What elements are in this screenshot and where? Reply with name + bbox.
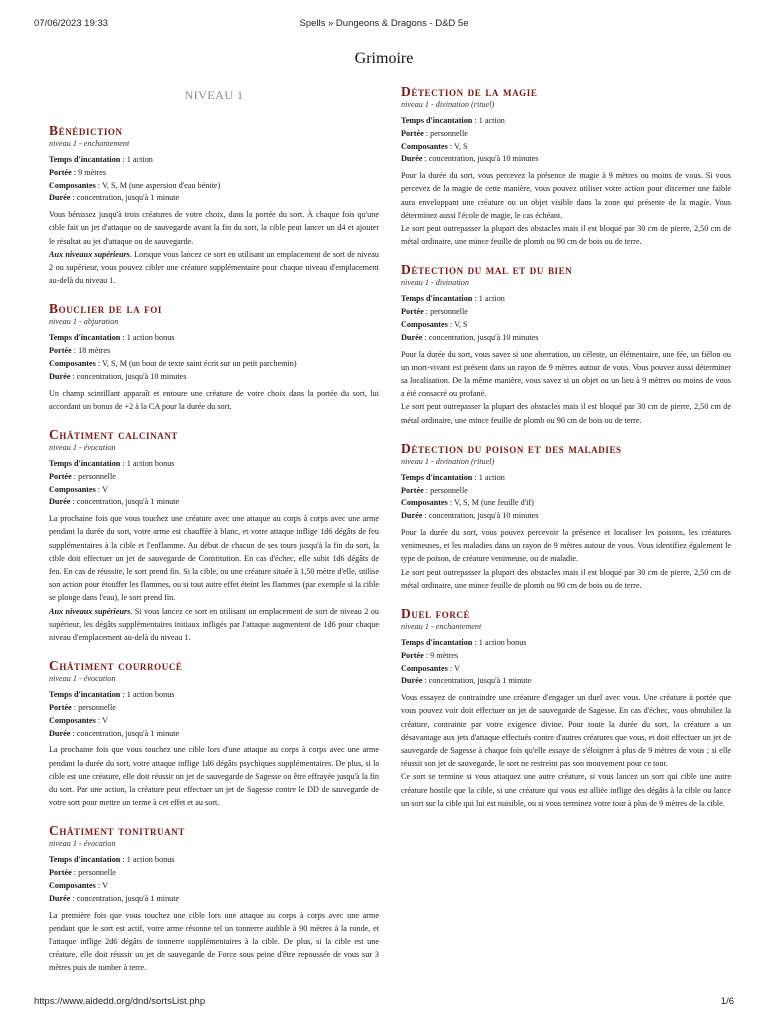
spell-name: Bouclier de la foi — [49, 301, 162, 317]
stat-label-casting-time: Temps d'incantation — [49, 690, 121, 700]
higher-levels-label: Aux niveaux supérieurs — [49, 249, 130, 259]
spell-name: Châtiment courroucé — [49, 658, 183, 674]
spell-list-left — [49, 123, 379, 975]
stat-casting-time: Temps d'incantation : 1 action bonus — [49, 459, 175, 468]
stat-label-duration: Durée — [401, 676, 423, 686]
stat-duration: Durée : concentration, jusqu'à 10 minutes — [401, 511, 539, 521]
description-paragraph: Un champ scintillant apparaît et entoure une créature de votre choix dans la portée du sort, lui accordant un bonus de +2 à la CA pour la durée du sort. — [49, 388, 379, 411]
right-column — [401, 84, 731, 824]
stat-label-range: Portée — [401, 307, 424, 317]
stat-value-range: personnelle — [78, 703, 116, 713]
stat-value-components: V, S, M (une feuille d'if) — [454, 498, 534, 508]
spell-entry — [401, 441, 731, 592]
description-paragraph: Pour la durée du sort, vous pouvez percevoir la présence et localiser les poisons, les créatures venimeuses, et les maladies dans un rayon de 9 mètres autour de vous. Vous identifiez également le type de poison, de créature venimeuse, ou de maladie. — [401, 528, 731, 564]
higher-levels-text: . Lorsque vous lancez ce sort en utilisant un emplacement de sort de niveau 2 ou supérieur, vous pouvez cibler une créature supplémentaire pour chaque niveau d'emplacement au-delà du niveau 1. — [49, 249, 379, 286]
stat-components: Composantes : V — [401, 663, 461, 673]
stat-label-components: Composantes — [401, 498, 448, 508]
stat-value-range: 18 mètres — [78, 346, 111, 356]
stat-value-casting-time: 1 action bonus — [126, 690, 175, 700]
stat-value-components: V — [102, 881, 109, 891]
stat-casting-time: Temps d'incantation : 1 action bonus — [49, 690, 175, 700]
stat-range: Portée : personnelle — [401, 128, 468, 138]
stat-casting-time: Temps d'incantation : 1 action — [401, 294, 505, 304]
spell-name: Détection du mal et du bien — [401, 262, 573, 278]
stat-label-components: Composantes — [49, 359, 96, 368]
stat-label-components: Composantes — [49, 180, 96, 190]
spell-level-school: niveau 1 - abjuration — [49, 317, 119, 327]
stat-label-components: Composantes — [401, 320, 448, 329]
spell-entry — [49, 301, 379, 413]
stat-range: Portée : personnelle — [401, 485, 468, 495]
stat-components: Composantes : V, S — [401, 320, 468, 329]
description-paragraph: Pour la durée du sort, vous percevez la présence de magie à 9 mètres ou moins de vous. Si vous percevez de la magie de cette manière, vous pouvez utiliser votre action pour discerner une faible aura enveloppant une créature ou un objet visible dans la zone qui présente de la magie. Vous déterminez aussi l'école de magie, le cas échéant. — [401, 171, 731, 220]
stat-range: Portée : personnelle — [401, 307, 468, 317]
print-header — [34, 18, 734, 32]
spell-list-right — [401, 84, 731, 810]
stat-label-duration: Durée — [401, 332, 423, 342]
stat-value-casting-time: 1 action bonus — [126, 459, 175, 468]
stat-casting-time: Temps d'incantation : 1 action — [401, 472, 505, 482]
stat-components: Composantes : V — [49, 715, 109, 725]
stat-duration: Durée : concentration, jusqu'à 1 minute — [49, 193, 180, 203]
stat-label-range: Portée — [49, 346, 72, 356]
spell-description — [401, 691, 731, 810]
stat-duration: Durée : concentration, jusqu'à 10 minutes — [49, 371, 187, 381]
stat-value-range: 9 mètres — [78, 167, 107, 177]
description-paragraph: Vous bénissez jusqu'à trois créatures de votre choix, dans la portée du sort. À chaque fois qu'une cible fait un jet d'attaque ou de sauvegarde avant la fin du sort, la cible peut lancer un d4 et ajouter le résultat au jet d'attaque ou de sauvegarde. — [49, 210, 379, 246]
description-paragraph: Le sort peut outrepasser la plupart des obstacles mais il est bloqué par 30 cm de pierre, 2,50 cm de métal ordinaire, une mince feuille de plomb ou 90 cm de bois ou de terre. — [401, 567, 731, 590]
stat-duration: Durée : concentration, jusqu'à 1 minute — [49, 893, 180, 903]
description-paragraph: La prochaine fois que vous touchez une créature avec une attaque au corps à corps avec une arme pendant la durée du sort, votre arme est chauffée à blanc, et votre attaque inflige 1d6 dégâts de feu supplémentaires à la cible et l'enflamme. Au début de chacun de ses tours jusqu'à la fin du sort, la cible doit effectuer un jet de sauvegarde de Constitution. En cas d'échec, elle subit 1d6 dégâts de feu. En cas de réussite, le sort prend fin. Si la cible, ou une créature située à 1,50 mètre d'elle, utilise son action pour étouffer les flammes, ou si tout autre effet éteint les flammes (par exemple si la cible se plonge dans l'eau), le sort prend fin. — [49, 514, 379, 603]
description-paragraph: Vous essayez de contraindre une créature d'engager un duel avec vous. Une créature à portée que vous pouvez voir doit effectuer un jet de sauvegarde de Sagesse. En cas d'échec, vous obnubilez la créature, contrainte par votre exigence divine. Pour toute la durée du sort, la créature a un désavantage aux jets d'attaque effectués contre d'autres créatures que vous, et doit effectuer un jet de sauvegarde de Sagesse à chaque fois qu'elle essaye de s'éloigner à plus de 9 mètres de vous ; si elle réussit son jet de sauvegarde, le sort ne restreint pas son mouvement pour ce tour. — [401, 693, 731, 769]
spell-description — [401, 348, 731, 427]
stat-value-casting-time: 1 action — [478, 472, 505, 482]
stat-value-range: personnelle — [78, 868, 116, 878]
higher-levels-text: . Si vous lancez ce sort en utilisant un emplacement de sort de niveau 2 ou supérieur, les dégâts supplémentaires initiaux infligés par l'attaque augmentent de 1d6 pour chaque niveau d'emplacement au-delà du niveau 1. — [49, 606, 379, 643]
stat-label-components: Composantes — [49, 881, 96, 891]
stat-label-components: Composantes — [49, 715, 96, 725]
stat-label-range: Portée — [401, 128, 424, 138]
stat-value-components: V, S — [454, 320, 468, 329]
stat-range: Portée : personnelle — [49, 471, 116, 481]
spell-entry — [49, 427, 379, 644]
stat-label-duration: Durée — [401, 511, 423, 521]
stat-label-range: Portée — [49, 167, 72, 177]
stat-casting-time: Temps d'incantation : 1 action — [49, 155, 153, 164]
stat-components: Composantes : V — [49, 881, 109, 891]
stat-value-range: personnelle — [78, 471, 116, 481]
stat-value-components: V, S, M (un bout de texte saint écrit sur un petit parchemin) — [102, 359, 297, 368]
stat-components: Composantes : V, S, M (une feuille d'if) — [401, 498, 534, 508]
stat-label-duration: Durée — [49, 193, 71, 203]
stat-label-duration: Durée — [49, 893, 71, 903]
stat-value-duration: concentration, jusqu'à 1 minute — [76, 728, 180, 738]
stat-label-casting-time: Temps d'incantation — [49, 459, 121, 468]
level-heading: NIVEAU 1 — [184, 88, 244, 102]
spell-name: Duel forcé — [401, 606, 471, 622]
stat-label-casting-time: Temps d'incantation — [401, 294, 473, 304]
description-paragraph: La prochaine fois que vous touchez une cible lors d'une attaque au corps à corps avec une arme pendant la durée du sort, votre attaque inflige 1d6 dégâts psychiques supplémentaires. De plus, si la cible est une créature, elle doit réussir un jet de sauvegarde de Sagesse ou être effrayée jusqu'à la fin du sort. Par une action, la créature peut effectuer un jet de Sagesse contre le DD de sauvegarde de votre sort pour mettre un terme à cet effet et au sort. — [49, 745, 379, 808]
stat-label-range: Portée — [49, 703, 72, 713]
stat-duration: Durée : concentration, jusqu'à 1 minute — [49, 728, 180, 738]
description-paragraph: La première fois que vous touchez une cible lors une attaque au corps à corps avec une arme pendant que le sort est actif, votre arme résonne tel un tonnerre audible à 90 mètres à la ronde, et l'attaque inflige 2d6 dégâts de tonnerre supplémentaires à la cible. De plus, si la cible est une créature, elle doit réussir un jet de sauvegarde de Force sous peine d'être repoussée de vous sur 3 mètres puis de tomber à terre. — [49, 910, 379, 973]
description-paragraph: Pour la durée du sort, vous savez si une aberration, un céleste, un élémentaire, une fée, un fiélon ou un mort-vivant est présent dans un rayon de 9 mètres autour de vous. Vous pouvez aussi déterminer sa localisation. De la même manière, vous savez si un objet ou un lieu à 9 mètres ou moins de vous a été consacré ou profané. — [401, 349, 731, 399]
spell-entry — [401, 84, 731, 248]
stat-casting-time: Temps d'incantation : 1 action bonus — [401, 638, 527, 648]
stat-components: Composantes : V — [49, 484, 109, 494]
spell-level-school: niveau 1 - divination — [401, 278, 469, 288]
spell-level-school: niveau 1 - divination (rituel) — [401, 456, 495, 466]
spell-description — [49, 743, 379, 809]
stat-casting-time: Temps d'incantation : 1 action bonus — [49, 855, 175, 865]
spell-entry — [401, 262, 731, 426]
higher-levels-label: Aux niveaux supérieurs — [49, 606, 131, 616]
stat-value-duration: concentration, jusqu'à 10 minutes — [428, 154, 539, 164]
stat-label-range: Portée — [49, 868, 72, 878]
print-page-number: 1/6 — [720, 996, 734, 1007]
stat-label-components: Composantes — [401, 663, 448, 673]
spell-description — [49, 208, 379, 287]
stat-components: Composantes : V, S — [401, 141, 468, 151]
stat-value-duration: concentration, jusqu'à 10 minutes — [428, 511, 539, 521]
stat-casting-time: Temps d'incantation : 1 action — [401, 116, 505, 125]
spell-entry — [401, 606, 731, 810]
stat-value-duration: concentration, jusqu'à 1 minute — [428, 676, 532, 686]
stat-value-components: V — [454, 663, 461, 673]
stat-value-casting-time: 1 action bonus — [478, 638, 527, 648]
stat-duration: Durée : concentration, jusqu'à 10 minutes — [401, 154, 539, 164]
print-page-title: Spells » Dungeons & Dragons - D&D 5e — [299, 18, 469, 29]
stat-value-duration: concentration, jusqu'à 10 minutes — [76, 371, 187, 381]
stat-value-components: V, S, M (une aspersion d'eau bénite) — [102, 180, 221, 190]
stat-value-range: personnelle — [430, 485, 468, 495]
stat-duration: Durée : concentration, jusqu'à 10 minutes — [401, 332, 539, 342]
stat-value-duration: concentration, jusqu'à 10 minutes — [428, 332, 539, 342]
stat-label-casting-time: Temps d'incantation — [49, 155, 121, 164]
stat-label-duration: Durée — [49, 728, 71, 738]
spell-entry — [49, 823, 379, 974]
spell-level-school: niveau 1 - enchantement — [401, 622, 482, 632]
stat-label-duration: Durée — [401, 154, 423, 164]
stat-label-casting-time: Temps d'incantation — [49, 333, 121, 343]
stat-value-duration: concentration, jusqu'à 1 minute — [76, 193, 180, 203]
print-footer — [34, 996, 734, 1010]
stat-label-duration: Durée — [49, 497, 71, 507]
stat-casting-time: Temps d'incantation : 1 action bonus — [49, 333, 175, 343]
stat-label-range: Portée — [401, 650, 424, 660]
stat-value-range: 9 mètres — [430, 650, 459, 660]
spell-description — [49, 512, 379, 644]
spell-description — [49, 387, 379, 413]
stat-value-casting-time: 1 action — [478, 294, 505, 304]
stat-value-components: V, S — [454, 141, 468, 151]
print-datetime: 07/06/2023 19:33 — [34, 18, 108, 29]
stat-range: Portée : personnelle — [49, 868, 116, 878]
spell-entry — [49, 123, 379, 287]
spell-name: Châtiment calcinant — [49, 427, 179, 442]
page-title: Grimoire — [354, 50, 414, 67]
stat-components: Composantes : V, S, M (un bout de texte saint écrit sur un petit parchemin) — [49, 359, 297, 368]
higher-levels-paragraph — [49, 248, 379, 288]
stat-label-casting-time: Temps d'incantation — [401, 116, 473, 125]
stat-value-casting-time: 1 action — [478, 116, 505, 125]
stat-value-casting-time: 1 action — [126, 155, 153, 164]
spell-description — [401, 169, 731, 248]
stat-duration: Durée : concentration, jusqu'à 1 minute — [401, 676, 532, 686]
higher-levels-paragraph — [49, 605, 379, 645]
spell-description — [401, 526, 731, 592]
description-paragraph: Le sort peut outrepasser la plupart des obstacles mais il est bloqué par 30 cm de pierre, 2,50 cm de métal ordinaire, une mince feuille de plomb ou 90 cm de bois ou de terre. — [401, 402, 731, 425]
stat-value-range: personnelle — [430, 128, 468, 138]
stat-value-duration: concentration, jusqu'à 1 minute — [76, 893, 180, 903]
stat-label-casting-time: Temps d'incantation — [401, 472, 473, 482]
spell-name: Détection de la magie — [401, 84, 538, 99]
spell-level-school: niveau 1 - évocation — [49, 839, 116, 849]
stat-label-range: Portée — [401, 485, 424, 495]
stat-label-components: Composantes — [49, 484, 96, 494]
stat-label-casting-time: Temps d'incantation — [49, 855, 121, 865]
stat-components: Composantes : V, S, M (une aspersion d'eau bénite) — [49, 180, 221, 190]
stat-value-components: V — [102, 715, 109, 725]
stat-range: Portée : 9 mètres — [401, 650, 459, 660]
stat-label-duration: Durée — [49, 371, 71, 381]
spell-level-school: niveau 1 - enchantement — [49, 139, 130, 148]
stat-label-range: Portée — [49, 471, 72, 481]
stat-value-casting-time: 1 action bonus — [126, 333, 175, 343]
stat-value-range: personnelle — [430, 307, 468, 317]
stat-value-duration: concentration, jusqu'à 1 minute — [76, 497, 180, 507]
spell-entry — [49, 658, 379, 809]
left-column — [49, 84, 379, 989]
stat-value-components: V — [102, 484, 109, 494]
description-paragraph: Le sort peut outrepasser la plupart des obstacles mais il est bloqué par 30 cm de pierre, 2,50 cm de métal ordinaire, une mince feuille de plomb ou 90 cm de bois ou de terre. — [401, 224, 731, 247]
stat-label-components: Composantes — [401, 141, 448, 151]
spell-name: Détection du poison et des maladies — [401, 440, 622, 456]
stat-duration: Durée : concentration, jusqu'à 1 minute — [49, 497, 180, 507]
spell-name: Bénédiction — [49, 123, 123, 138]
print-url: https://www.aidedd.org/dnd/sortsList.php — [34, 996, 206, 1007]
stat-value-casting-time: 1 action bonus — [126, 855, 175, 865]
spell-name: Châtiment tonitruant — [49, 823, 185, 839]
spell-level-school: niveau 1 - évocation — [49, 674, 116, 684]
spell-description — [49, 909, 379, 975]
spell-level-school: niveau 1 - évocation — [49, 443, 116, 452]
spell-level-school: niveau 1 - divination (rituel) — [401, 100, 495, 109]
stat-range: Portée : 18 mètres — [49, 346, 111, 356]
stat-range: Portée : 9 mètres — [49, 167, 107, 177]
stat-range: Portée : personnelle — [49, 703, 116, 713]
description-paragraph: Ce sort se termine si vous attaquez une autre créature, si vous lancez un sort qui cible une autre créature hostile que la cible, si une créature qui vous est alliée inflige des dégâts à la cible ou lance un sort sur la cible qui lui est nuisible, ou si vous terminez votre tour à plus de 9 mètres de la cible. — [401, 772, 731, 808]
stat-label-casting-time: Temps d'incantation — [401, 638, 473, 648]
